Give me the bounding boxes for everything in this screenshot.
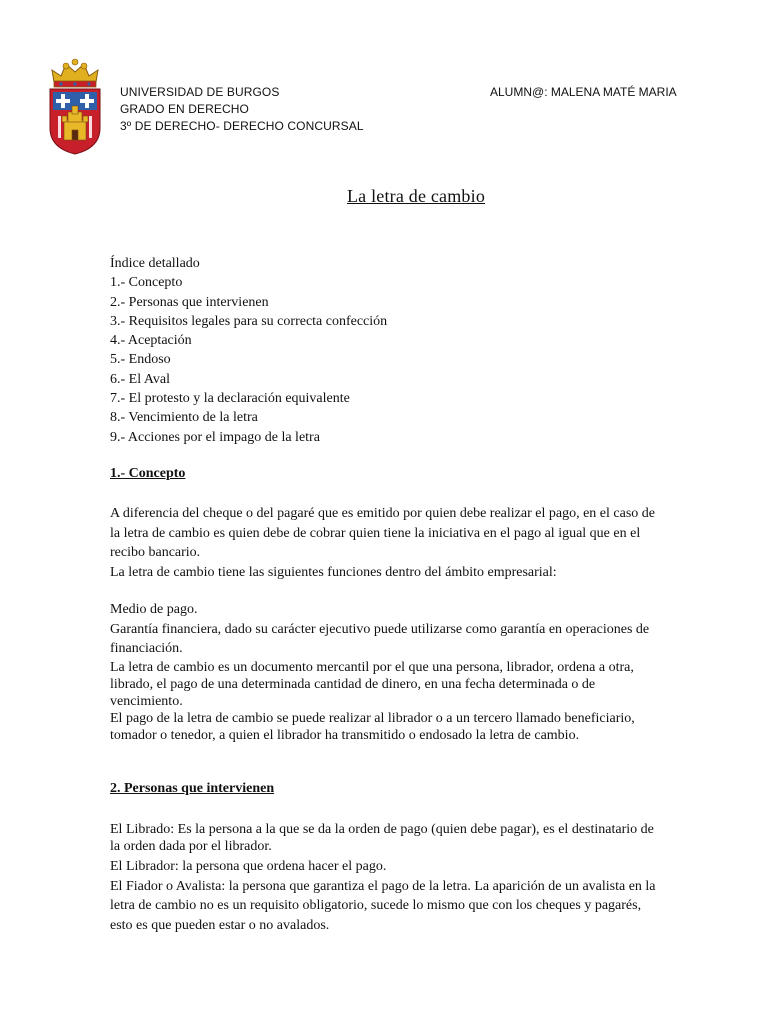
table-of-contents [110,254,720,447]
paragraph-line: librado, el pago de una determinada cantidad de dinero, en una fecha determinada o de [110,677,596,692]
paragraph-line: Garantía financiera, dado su carácter ejecutivo puede utilizarse como garantía en operaciones de [110,621,650,637]
paragraph-line: tomador o tenedor, a quien el librador ha transmitido o endosado la letra de cambio. [110,728,580,743]
paragraph-line: La letra de cambio es un documento mercantil por el que una persona, librador, ordena a otra, [110,660,634,675]
section1-paragraph-2 [110,600,718,659]
paragraph-line: la orden dada por el librador. [110,839,272,854]
toc-item: 2.- Personas que intervienen [110,294,269,310]
student-name: ALUMN@: MALENA MATÉ MARIA [490,85,677,99]
paragraph-line: El pago de la letra de cambio se puede realizar al librador o a un tercero llamado beneficiario, [110,711,635,726]
section1-paragraph-1 [110,504,718,582]
header-student-block [490,84,677,101]
degree-name: GRADO EN DERECHO [120,102,249,116]
paragraph-line: El Librador: la persona que ordena hacer el pago. [110,859,387,874]
university-name: UNIVERSIDAD DE BURGOS [120,85,280,99]
section-heading-concepto: 1.- Concepto [110,466,186,481]
paragraph-line: esto es que pueden estar o no avalados. [110,917,330,933]
paragraph-line: El Librado: Es la persona a la que se da la orden de pago (quien debe pagar), es el destinatario de [110,822,654,837]
toc-item: 5.- Endoso [110,352,171,368]
course-name: 3º DE DERECHO- DERECHO CONCURSAL [120,119,364,133]
toc-item: 4.- Aceptación [110,333,192,349]
toc-item: 8.- Vencimiento de la letra [110,410,258,426]
header-institution-block [120,84,364,135]
toc-item: 1.- Concepto [110,275,183,291]
toc-item: 9.- Acciones por el impago de la letra [110,429,320,445]
shield-icon [50,89,100,154]
section2-paragraph-1 [110,821,718,855]
section1-paragraph-3 [110,659,718,744]
document-title: La letra de cambio [346,186,486,206]
paragraph-line: la letra de cambio es quien debe de cobrar quien tiene la iniciativa en el pago al igual que en el [110,525,641,541]
section2-paragraph-2 [110,857,718,935]
toc-item: 3.- Requisitos legales para su correcta confección [110,313,388,329]
paragraph-line: letra de cambio no es un requisito obligatorio, sucede lo mismo que con los cheques y pagarés, [110,898,642,913]
paragraph-line: vencimiento. [110,694,183,709]
toc-item: 6.- El Aval [110,371,171,387]
paragraph-line: Medio de pago. [110,602,198,617]
paragraph-line: El Fiador o Avalista: la persona que garantiza el pago de la letra. La aparición de un avalista en la [110,878,656,894]
paragraph-line: recibo bancario. [110,545,201,560]
university-coat-of-arms-logo [44,56,106,156]
toc-item: 7.- El protesto y la declaración equivalente [110,391,350,407]
paragraph-line: La letra de cambio tiene las siguientes funciones dentro del ámbito empresarial: [110,564,557,580]
paragraph-line: financiación. [110,641,183,656]
crown-icon [52,59,98,87]
section-heading-personas: 2. Personas que intervienen [110,781,275,796]
paragraph-line: A diferencia del cheque o del pagaré que es emitido por quien debe realizar el pago, en el caso de [110,506,655,521]
toc-heading: Índice detallado [110,256,200,271]
